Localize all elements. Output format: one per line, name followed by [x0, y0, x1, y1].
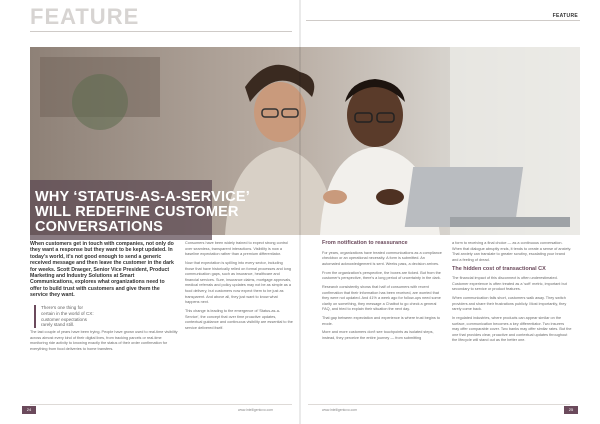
body-column-4: [452, 241, 572, 347]
spine-gutter: [299, 0, 301, 424]
article-intro: When customers get in touch with companies, not only do they want a response but they want to be kept updated. In today's world, it's not good enough to send a generic received message and then leave the customer in the dark for weeks. Scott Draeger, Senior Vice President, Product Marketing and Industry Solutions at Smart Communications, explores what organizations need to offer to build trust with customers and give them the service they want.: [30, 241, 174, 299]
body-paragraph: More and more customers don't see touchpoints as isolated steps, instead, they perceive the entire journey — from submitting: [322, 330, 434, 341]
footer-rule: [30, 404, 292, 405]
section-title-large: FEATURE: [30, 4, 140, 29]
article-headline: WHY ‘STATUS-AS-A-SERVICE’ WILL REDEFINE CUSTOMER CONVERSATIONS: [35, 189, 250, 235]
header-rule: [30, 31, 292, 32]
section-heading: From notification to reassurance: [322, 240, 408, 246]
header-rule: [306, 20, 580, 21]
section-heading: The hidden cost of transactional CX: [452, 265, 546, 272]
body-paragraph: Research consistently shows that half of consumers with recent confirmation that their information has been received, are worried that they were not updated. And 41% a week ago for follow-ups need some clarity on something, they message a Chatbot to go check a general FAQ, and tried to explain their situation the next day.: [322, 284, 441, 312]
body-paragraph: In regulated industries, where products can appear similar on the surface, communication becomes a key differentiator. Two insurers may offer comparable cover. Two banks may offer similar rates. But the one that provides clear, proactive and contextual updates throughout the lifecycle will stand out as the better one.: [452, 316, 572, 343]
page-number-left: 24: [22, 406, 36, 414]
body-paragraph: From the organization's perspective, the boxes are ticked. But from the customer's perspective, there's a long period of uncertainty in the dark.: [322, 270, 441, 281]
body-paragraph: The last couple of years have been trying. People have grown used to real-time visibility across almost every kind of their digital lives, from tracking parcels or real-time monitoring ride activity to knowing exactly the status of their order confirmation for everything from food deliveries to home transfers.: [30, 330, 178, 351]
section-title-small: FEATURE: [552, 13, 578, 19]
page-number-right: 25: [564, 406, 578, 414]
body-paragraph: For years, organizations have treated communications as a compliance checkbox or an operational necessity. A form is submitted. An automated acknowledgement is sent. Weeks pass, a decision arrives.: [322, 250, 442, 266]
body-column-1: [30, 330, 178, 356]
body-column-2: [185, 241, 293, 334]
body-column-3: [322, 241, 442, 345]
body-paragraph: This change is leading to the emergence of 'Status-as-a-Service', the concept that over time proactive updates, contextual guidance and continuous visibility are essential to the service delivered itself.: [185, 308, 293, 330]
body-paragraph: a form to receiving a final choice — as a continuous conversation. When that dialogue abruptly ends, it tends to create a sense of anxiety. That anxiety can translate to greater scrutiny, escalating your brand and a feeling of dread.: [452, 241, 572, 262]
body-paragraph: When communication falls short, customers walk away. They switch providers and share their frustrations publicly. Most importantly, they rarely come back.: [452, 296, 567, 312]
body-paragraph: Consumers have been widely trained to expect strong control over seamless, transparent interactions. Visibility is now a baseline expectation rather than a premium differentiator.: [185, 241, 288, 257]
body-paragraph: That gap between expectation and experience is where trust begins to erode.: [322, 316, 440, 326]
pull-quote: There's one thing for certain in the world of CX: customer expectations rarely stand still.: [34, 305, 98, 328]
footer-website: www.intelligentcxo.com: [322, 408, 358, 412]
body-paragraph: The financial impact of this disconnect is often underestimated. Customer experience is often treated as a 'soft' metric, important but secondary to service or product features.: [452, 276, 567, 292]
body-paragraph: Now that expectation is spilling into every sector, including those that have historically relied on formal processes and long communication gaps, such as insurance, healthcare and financial services. Sure, insurance claims, mortgage approvals, medical referrals and policy updates may not be as simple as a food delivery, but customers now expect them to be just as transparent. And above all, they just want to know what happens next.: [185, 260, 292, 305]
footer-rule: [308, 404, 570, 405]
footer-website: www.intelligentcxo.com: [238, 408, 274, 412]
